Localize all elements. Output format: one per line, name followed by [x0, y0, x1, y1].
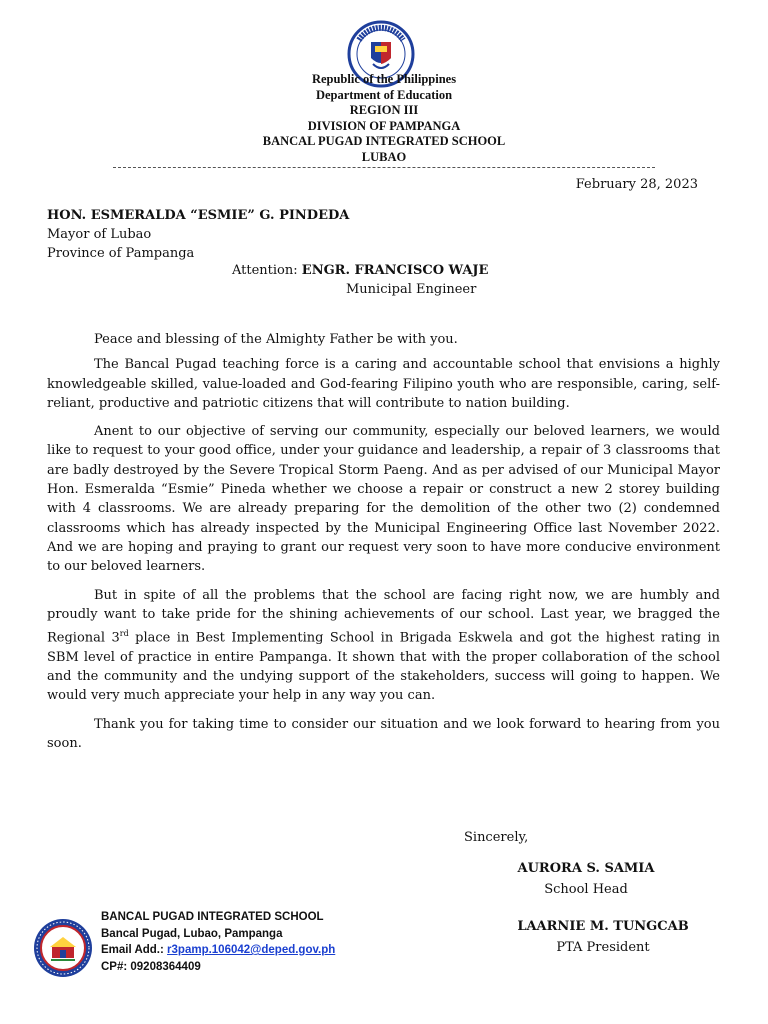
- footer-address: Bancal Pugad, Lubao, Pampanga: [101, 927, 283, 940]
- attention-name: ENGR. FRANCISCO WAJE: [301, 263, 489, 278]
- signatory-title: School Head: [544, 882, 628, 897]
- letter-body: [47, 330, 720, 762]
- closing-salutation: Sincerely,: [464, 830, 529, 845]
- recipient-block: [47, 206, 720, 263]
- attention-block: [232, 261, 488, 299]
- letterhead-republic: Republic of the Philippines: [311, 72, 457, 86]
- letterhead-school: BANCAL PUGAD INTEGRATED SCHOOL: [262, 134, 506, 148]
- attention-label: Attention:: [232, 263, 298, 278]
- header-divider: [113, 167, 655, 168]
- paragraph-achievements-part1: But in spite of all the problems that the school are facing right now, we are humbly and proudly want to take pride for the shining achievements of our school. Last year, we bragged the Regional 3: [47, 587, 720, 646]
- footer-phone: CP#: 09208364409: [101, 960, 201, 973]
- footer-email-row: [101, 942, 335, 959]
- recipient-line-1: Mayor of Lubao: [47, 227, 152, 242]
- letter-date: February 28, 2023: [575, 177, 698, 192]
- signatory-pta-president: [493, 916, 713, 958]
- signatory-name: LAARNIE M. TUNGCAB: [517, 919, 689, 934]
- footer-email-label: Email Add.:: [101, 944, 164, 956]
- paragraph-greeting: Peace and blessing of the Almighty Father be with you.: [94, 332, 458, 347]
- recipient-name: HON. ESMERALDA “ESMIE” G. PINDEDA: [47, 208, 350, 223]
- paragraph-request: Anent to our objective of serving our community, especially our beloved learners, we would like to request to your good office, under your guidance and leadership, a repair of 3 classrooms that are badly destroyed by the Severe Tropical Storm Paeng. And as per advised of our Municipal Mayor Hon. Esmeralda “Esmie” Pineda whether we choose a repair or construct a new 2 storey building with 4 classrooms. We are already preparing for the demolition of the other two (2) condemned classrooms which has already inspected by the Municipal Engineering Office last November 2022. And we are hoping and praying to grant our request very soon to have more conducive environment to our beloved learners.: [47, 424, 720, 575]
- letterhead: [0, 72, 768, 165]
- letterhead-department: Department of Education: [315, 87, 453, 102]
- letterhead-division: DIVISION OF PAMPANGA: [307, 118, 461, 133]
- footer-contact: [101, 909, 335, 975]
- signatory-school-head: [476, 858, 696, 900]
- paragraph-achievements-part2: place in Best Implementing School in Brigada Eskwela and got the highest rating in SBM level of practice in entire Pampanga. It shown that with the proper collaboration of the school and the community and the undying support of the stakeholders, success will going to happen. We would very much appreciate your help in any way you can.: [47, 630, 720, 704]
- letterhead-town: LUBAO: [361, 149, 407, 164]
- letterhead-region: REGION III: [349, 103, 419, 117]
- footer-school-name: BANCAL PUGAD INTEGRATED SCHOOL: [101, 911, 324, 923]
- recipient-line-2: Province of Pampanga: [47, 246, 195, 261]
- paragraph-vision: The Bancal Pugad teaching force is a caring and accountable school that envisions a highly knowledgeable skilled, value-loaded and God-fearing Filipino youth who are responsible, caring, self-reliant, productive and patriotic citizens that will contribute to nation building.: [47, 357, 720, 411]
- school-logo-icon: [33, 918, 93, 978]
- paragraph-achievements: [47, 586, 720, 706]
- attention-title: Municipal Engineer: [346, 282, 477, 297]
- paragraph-thanks: Thank you for taking time to consider our situation and we look forward to hearing from you soon.: [47, 716, 720, 751]
- footer-email-link[interactable]: r3pamp.106042@deped.gov.ph: [167, 944, 336, 956]
- ordinal-suffix: rd: [119, 629, 129, 639]
- signatory-name: AURORA S. SAMIA: [517, 861, 655, 876]
- signatory-title: PTA President: [556, 940, 650, 955]
